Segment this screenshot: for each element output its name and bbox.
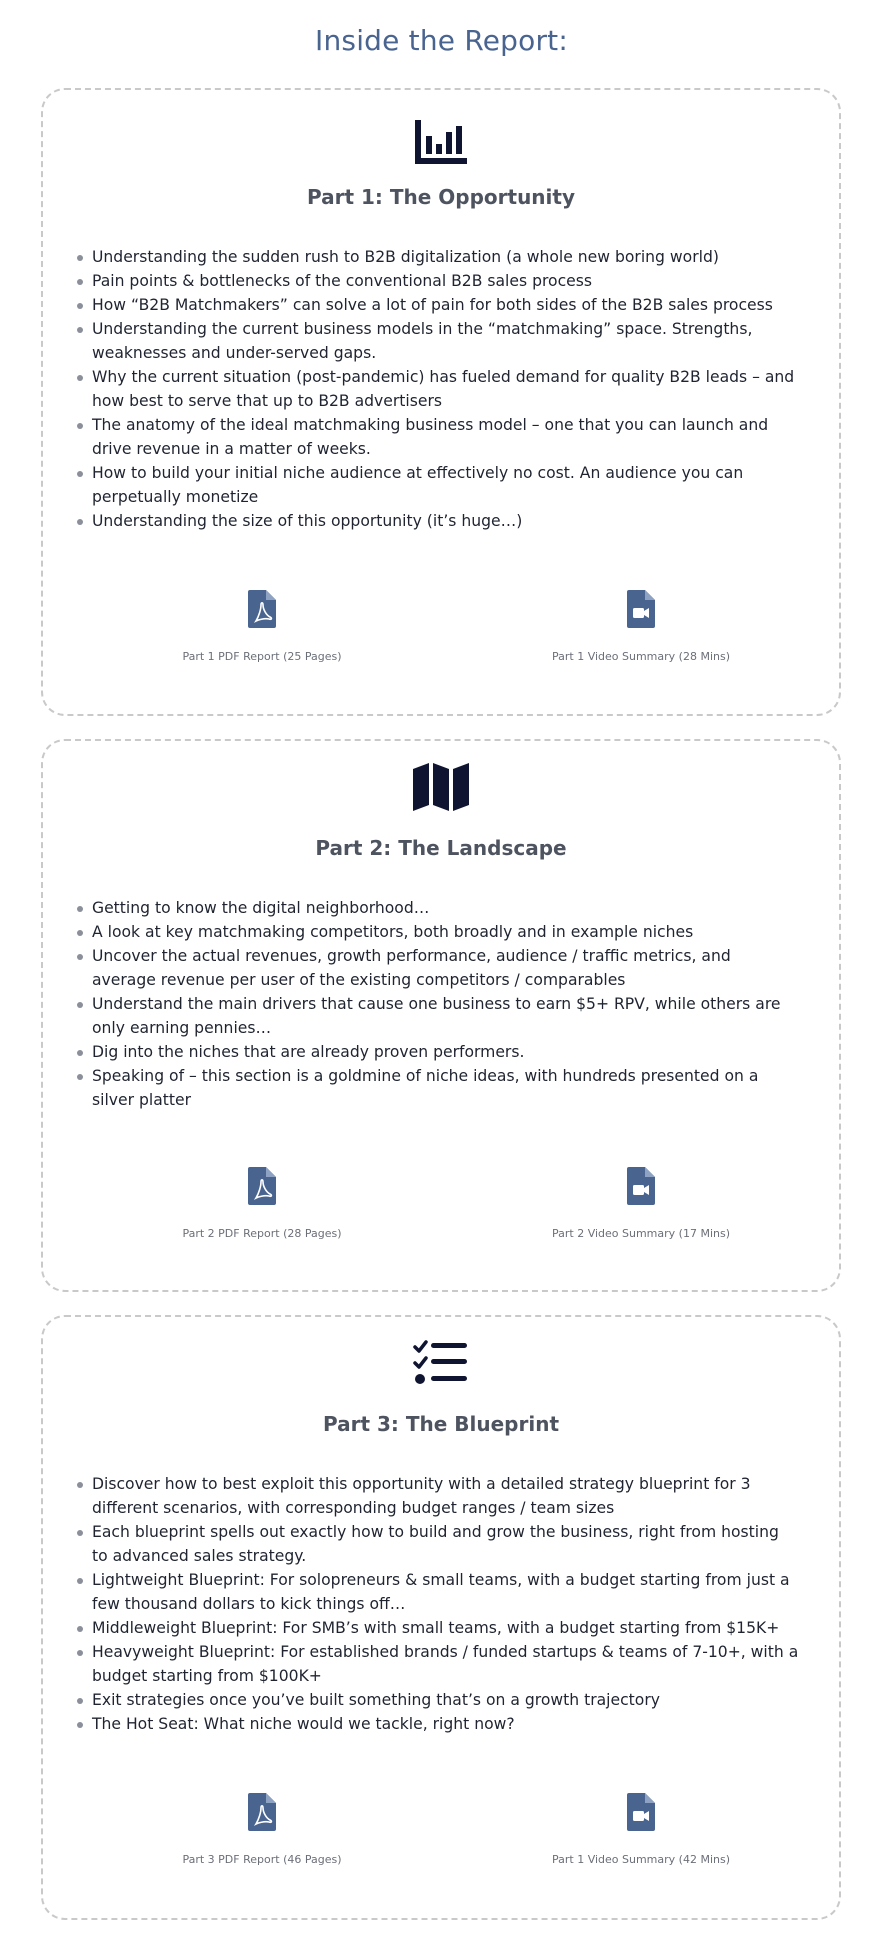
list-item: Understanding the sudden rush to B2B digitalization (a whole new boring world) [92, 245, 799, 269]
part-3-pdf-label: Part 3 PDF Report (46 Pages) [182, 1853, 342, 1866]
list-item: Why the current situation (post-pandemic) has fueled demand for quality B2B leads – and how best to serve that up to B2B advertisers [92, 365, 799, 413]
task-list-icon [411, 1337, 471, 1389]
list-item: Uncover the actual revenues, growth performance, audience / traffic metrics, and average revenue per user of the existing competitors / comparables [92, 944, 799, 992]
list-item: Understand the main drivers that cause one business to earn $5+ RPV, while others are only earning pennies… [92, 992, 799, 1040]
list-item: How to build your initial niche audience at effectively no cost. An audience you can perpetually monetize [92, 461, 799, 509]
list-item: Exit strategies once you’ve built something that’s on a growth trajectory [92, 1688, 799, 1712]
part-1-pdf-label: Part 1 PDF Report (25 Pages) [182, 650, 342, 663]
part-1-pdf-download[interactable] [132, 590, 392, 663]
list-item: The Hot Seat: What niche would we tackle, right now? [92, 1712, 799, 1736]
file-pdf-icon [248, 590, 276, 628]
part-2-card [41, 739, 841, 1292]
part-3-title: Part 3: The Blueprint [322, 1412, 560, 1436]
bar-chart-icon [411, 116, 471, 168]
list-item: Understanding the current business models in the “matchmaking” space. Strengths, weaknesses and under-served gaps. [92, 317, 799, 365]
part-1-title: Part 1: The Opportunity [306, 185, 576, 209]
part-2-pdf-label: Part 2 PDF Report (28 Pages) [182, 1227, 342, 1240]
list-item: Getting to know the digital neighborhood… [92, 896, 799, 920]
list-item: Heavyweight Blueprint: For established brands / funded startups & teams of 7-10+, with a budget starting from $100K+ [92, 1640, 799, 1688]
list-item: A look at key matchmaking competitors, both broadly and in example niches [92, 920, 799, 944]
part-2-title: Part 2: The Landscape [315, 836, 567, 860]
part-2-bullet-list [92, 896, 799, 1112]
list-item: Middleweight Blueprint: For SMB’s with small teams, with a budget starting from $15K+ [92, 1616, 799, 1640]
list-item: The anatomy of the ideal matchmaking business model – one that you can launch and drive revenue in a matter of weeks. [92, 413, 799, 461]
part-3-card [41, 1315, 841, 1920]
part-2-video-link[interactable] [511, 1167, 771, 1240]
list-item: Discover how to best exploit this opportunity with a detailed strategy blueprint for 3 different scenarios, with corresponding budget ranges / team sizes [92, 1472, 799, 1520]
map-icon [411, 761, 471, 813]
part-1-bullet-list [92, 245, 799, 533]
list-item: Lightweight Blueprint: For solopreneurs & small teams, with a budget starting from just a few thousand dollars to kick things off… [92, 1568, 799, 1616]
list-item: Dig into the niches that are already proven performers. [92, 1040, 799, 1064]
file-video-icon [627, 1793, 655, 1831]
page-title: Inside the Report: [315, 24, 568, 57]
list-item: Speaking of – this section is a goldmine of niche ideas, with hundreds presented on a silver platter [92, 1064, 799, 1112]
file-pdf-icon [248, 1793, 276, 1831]
part-1-video-link[interactable] [511, 590, 771, 663]
file-pdf-icon [248, 1167, 276, 1205]
part-1-video-label: Part 1 Video Summary (28 Mins) [551, 650, 730, 663]
list-item: Each blueprint spells out exactly how to build and grow the business, right from hosting to advanced sales strategy. [92, 1520, 799, 1568]
part-2-pdf-download[interactable] [132, 1167, 392, 1240]
list-item: Understanding the size of this opportunity (it’s huge…) [92, 509, 799, 533]
part-1-card [41, 88, 841, 716]
part-3-video-label: Part 1 Video Summary (42 Mins) [551, 1853, 730, 1866]
list-item: How “B2B Matchmakers” can solve a lot of pain for both sides of the B2B sales process [92, 293, 799, 317]
file-video-icon [627, 590, 655, 628]
part-2-video-label: Part 2 Video Summary (17 Mins) [551, 1227, 730, 1240]
part-3-video-link[interactable] [511, 1793, 771, 1866]
part-3-bullet-list [92, 1472, 799, 1736]
part-3-pdf-download[interactable] [132, 1793, 392, 1866]
list-item: Pain points & bottlenecks of the conventional B2B sales process [92, 269, 799, 293]
file-video-icon [627, 1167, 655, 1205]
